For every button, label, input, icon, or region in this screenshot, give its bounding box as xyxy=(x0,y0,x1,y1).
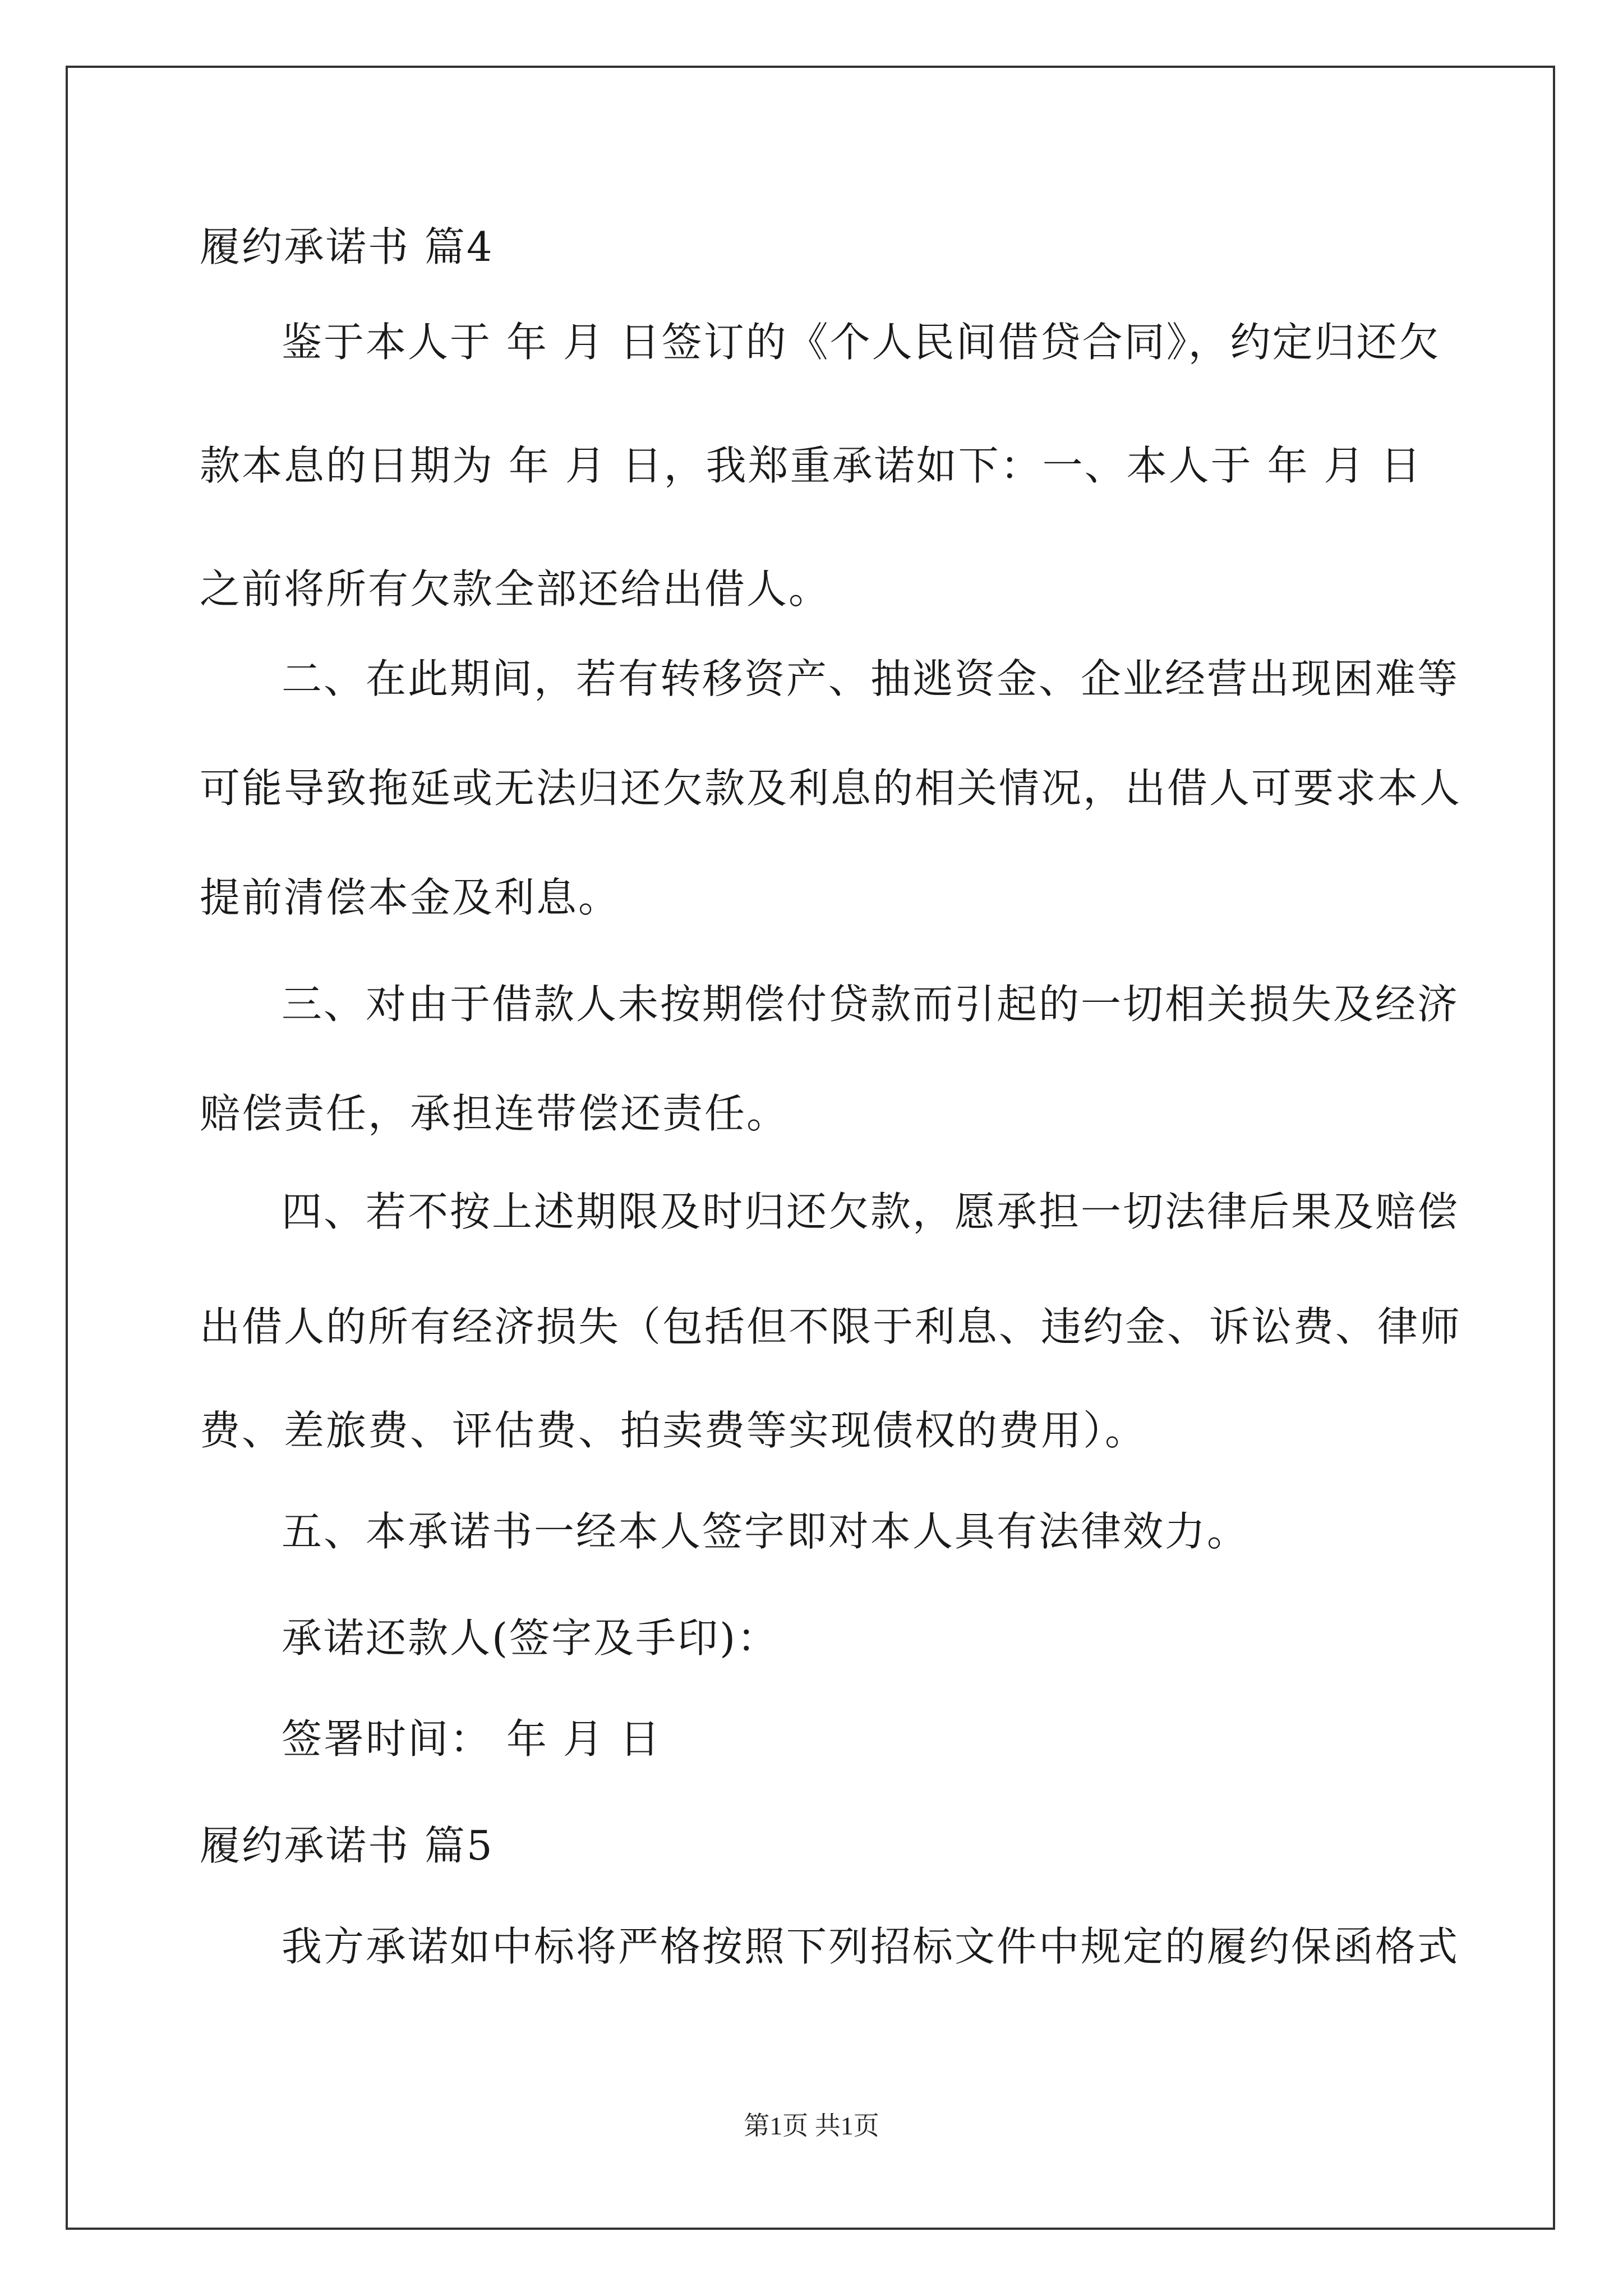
date-label: 签署时间： 年 月 日 xyxy=(282,1715,662,1763)
paragraph-line: 出借人的所有经济损失（包括但不限于利息、违约金、诉讼费、律师 xyxy=(200,1303,1462,1350)
paragraph-line: 二、在此期间，若有转移资产、抽逃资金、企业经营出现困难等 xyxy=(282,655,1460,702)
paragraph-line: 鉴于本人于 年 月 日签订的《个人民间借贷合同》，约定归还欠 xyxy=(282,319,1441,366)
paragraph-line: 我方承诺如中标将严格按照下列招标文件中规定的履约保函格式 xyxy=(282,1923,1460,1970)
paragraph-line: 五、本承诺书一经本人签字即对本人具有法律效力。 xyxy=(282,1508,1249,1555)
signature-label: 承诺还款人(签字及手印)： xyxy=(282,1614,780,1662)
paragraph-line: 之前将所有欠款全部还给出借人。 xyxy=(200,565,831,613)
paragraph-line: 可能导致拖延或无法归还欠款及利息的相关情况，出借人可要求本人 xyxy=(200,765,1462,812)
paragraph-line: 款本息的日期为 年 月 日，我郑重承诺如下：一、本人于 年 月 日 xyxy=(200,442,1423,489)
section-heading-4: 履约承诺书 篇4 xyxy=(200,223,494,270)
paragraph-line: 赔偿责任，承担连带偿还责任。 xyxy=(200,1090,789,1137)
paragraph-line: 三、对由于借款人未按期偿付贷款而引起的一切相关损失及经济 xyxy=(282,981,1460,1028)
page-number-footer: 第1页 共1页 xyxy=(744,2111,879,2140)
paragraph-line: 提前清偿本金及利息。 xyxy=(200,874,621,921)
paragraph-line: 四、若不按上述期限及时归还欠款，愿承担一切法律后果及赔偿 xyxy=(282,1188,1460,1235)
page-border xyxy=(66,66,1555,2230)
section-heading-5: 履约承诺书 篇5 xyxy=(200,1822,494,1869)
paragraph-line: 费、差旅费、评估费、拍卖费等实现债权的费用）。 xyxy=(200,1407,1147,1454)
